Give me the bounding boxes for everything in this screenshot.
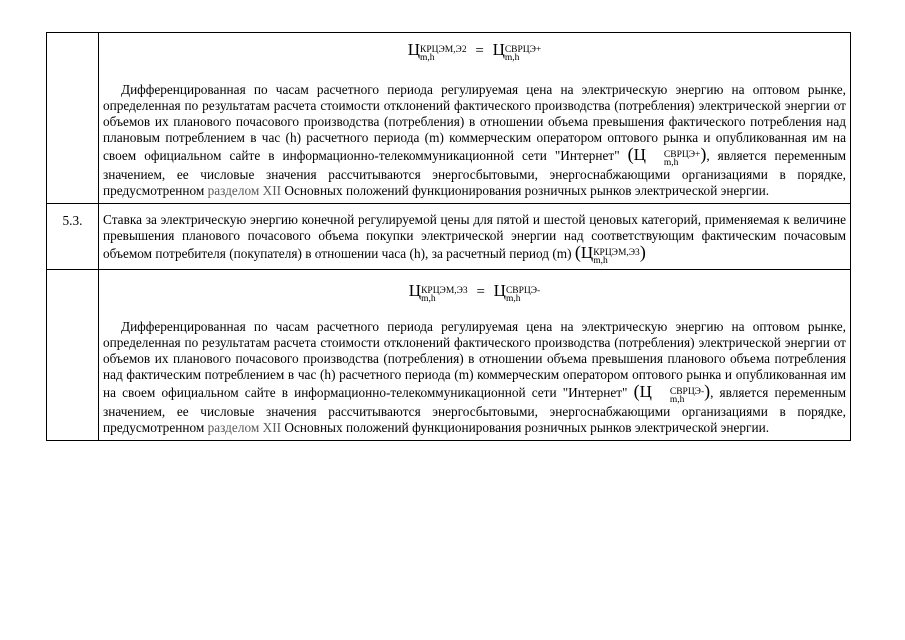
tariff-table [46, 32, 851, 441]
definition-paragraph [103, 82, 846, 199]
inline-formula-symbol: Ц [639, 382, 652, 401]
row-number: 5.3. [62, 213, 83, 228]
paragraph-text: Основных положений функционирования розничных рынков электрической энергии. [284, 183, 770, 198]
section-reference-link[interactable]: разделом XII [207, 420, 282, 435]
inline-formula: (Ц СВРЦЭ- m,h ) [633, 381, 711, 405]
inline-formula-symbol: Ц [580, 243, 594, 262]
rate-description-cell [99, 204, 851, 270]
formula-rhs-subscript: m,h [504, 53, 520, 63]
section-reference-link[interactable]: разделом XII [207, 183, 282, 198]
rate-description-paragraph [103, 212, 846, 265]
paragraph-text: Дифференцированная по часам расчетного периода регулируемая цена на электрическую энергию на оптовом рынке, определенная по результатам расчета стоимости отклонений фактического производства (потребления) электрической энергии от объемов их планового почасового производства (потребления) в отношении объема превышения планового объема потребления над фактическим потреблением в час (h) расчетного периода (m) коммерческим оператором оптового рынка и опубликованная им на своем официальном сайте в информационно-телекоммуникационной сети "Интернет" [103, 319, 846, 400]
formula-lhs-subscript: m,h [419, 53, 435, 63]
formula-rhs-symbol: Ц [493, 281, 506, 300]
formula-equals: = [475, 43, 484, 59]
formula-definition-cell [99, 33, 851, 204]
formula-lhs-symbol: Ц [407, 40, 420, 59]
inline-formula: (Ц СВРЦЭ+ m,h ) [627, 144, 707, 168]
formula-lhs-subscript: m,h [421, 294, 436, 304]
formula-lhs-superscript: КРЦЭМ,Э3 [421, 286, 468, 296]
inline-formula-superscript: СВРЦЭ- [669, 387, 705, 397]
row-number-cell [47, 270, 99, 441]
inline-formula-subscript: m,h [593, 256, 608, 266]
formula-rhs-superscript: СВРЦЭ+ [504, 45, 542, 55]
formula-definition-cell [99, 270, 851, 441]
definition-paragraph [103, 319, 846, 436]
formula-equals: = [476, 284, 485, 300]
formula-rhs-superscript: СВРЦЭ- [505, 286, 541, 296]
formula-rhs-symbol: Ц [492, 40, 505, 59]
formula-rhs-subscript: m,h [505, 294, 521, 304]
paragraph-text: , является переменным значением, ее числовые значения рассчитываются энергосбытовыми, энергоснабжающими организациями в порядке, предусмотренном [103, 148, 846, 198]
centered-formula [103, 282, 846, 303]
table-row [47, 204, 851, 270]
inline-formula-subscript: m,h [669, 395, 685, 405]
centered-formula [103, 41, 846, 62]
inline-formula-superscript: КРЦЭМ,Э3 [593, 248, 640, 258]
paragraph-text: , является переменным значением, ее числовые значения рассчитываются энергосбытовыми, энергоснабжающими организациями в порядке, предусмотренном [103, 385, 846, 435]
inline-formula-subscript: m,h [663, 158, 679, 168]
formula-lhs-symbol: Ц [408, 281, 422, 300]
paragraph-text: Ставка за электрическую энергию конечной регулируемой цены для пятой и шестой ценовых категорий, применяемая к величине превышения планового почасового объема покупки электрической энергии над соответствующим фактическим почасовым объемом потребителя (покупателя) в отношении часа (h), за расчетный период (m) [103, 212, 846, 261]
inline-formula-superscript: СВРЦЭ+ [663, 150, 701, 160]
table-row [47, 270, 851, 441]
row-number-cell [47, 204, 99, 270]
inline-formula-symbol: Ц [633, 145, 646, 164]
paragraph-text: Основных положений функционирования розничных рынков электрической энергии. [284, 420, 770, 435]
paragraph-text: Дифференцированная по часам расчетного периода регулируемая цена на электрическую энергию на оптовом рынке, определенная по результатам расчета стоимости отклонений фактического производства (потребления) электрической энергии от объемов их планового почасового производства (потребления) в отношении объема превышения фактического потребления над плановым потреблением в час (h) расчетного периода (m) коммерческим оператором оптового рынка и опубликованная им на своем официальном сайте в информационно-телекоммуникационной сети "Интернет" [103, 82, 846, 163]
row-number-cell [47, 33, 99, 204]
inline-formula: (Ц КРЦЭМ,Э3 m,h ) [574, 242, 646, 266]
table-row [47, 33, 851, 204]
formula-lhs-superscript: КРЦЭМ,Э2 [419, 45, 467, 55]
